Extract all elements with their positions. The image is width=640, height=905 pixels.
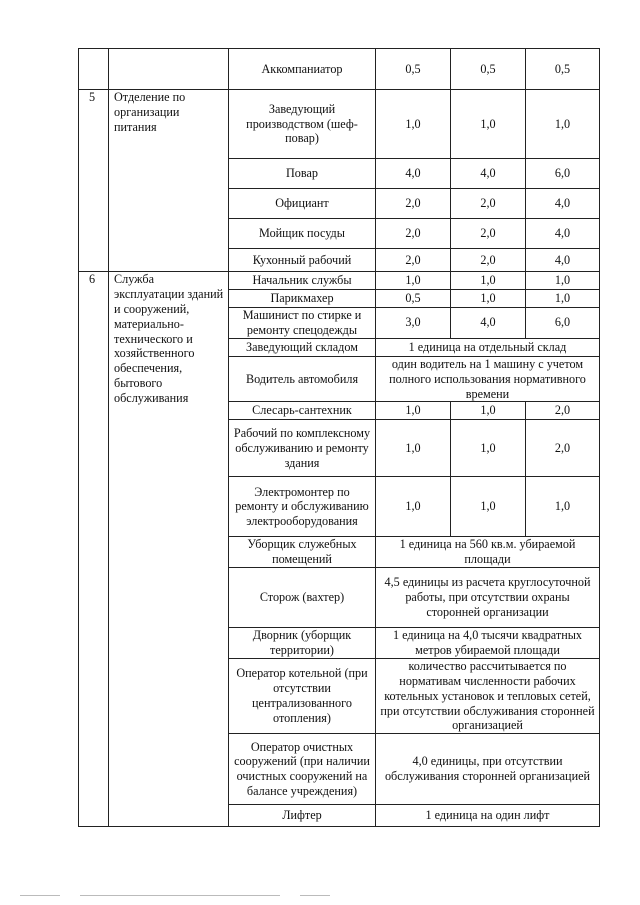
value-cell: 3,0	[376, 308, 451, 339]
value-cell: 6,0	[526, 159, 600, 189]
value-cell: 2,0	[376, 249, 451, 272]
value-cell: 6,0	[526, 308, 600, 339]
merged-norm-cell: 1 единица на 4,0 тысячи квадратных метров убираемой площади	[376, 628, 600, 659]
position-cell: Сторож (вахтер)	[229, 568, 376, 628]
position-cell: Уборщик служебных помещений	[229, 537, 376, 568]
value-cell: 1,0	[526, 477, 600, 537]
value-cell: 1,0	[451, 272, 526, 290]
row-number-cell: 5	[79, 90, 109, 272]
staffing-table-body	[79, 49, 600, 827]
value-cell: 2,0	[451, 189, 526, 219]
value-cell: 1,0	[526, 290, 600, 308]
merged-norm-cell: 4,5 единицы из расчета круглосуточной работы, при отсутствии охраны сторонней организации	[376, 568, 600, 628]
position-cell: Рабочий по комплексному обслуживанию и ремонту здания	[229, 420, 376, 477]
value-cell: 2,0	[451, 219, 526, 249]
position-cell: Заведующий производством (шеф-повар)	[229, 90, 376, 159]
value-cell: 2,0	[451, 249, 526, 272]
merged-norm-cell: 1 единица на 560 кв.м. убираемой площади	[376, 537, 600, 568]
merged-norm-cell: 1 единица на один лифт	[376, 805, 600, 827]
value-cell: 1,0	[451, 402, 526, 420]
value-cell: 1,0	[376, 477, 451, 537]
value-cell: 0,5	[526, 49, 600, 90]
value-cell: 1,0	[451, 420, 526, 477]
merged-norm-cell: 1 единица на отдельный склад	[376, 338, 600, 356]
value-cell: 1,0	[376, 420, 451, 477]
value-cell: 4,0	[526, 189, 600, 219]
position-cell: Дворник (уборщик территории)	[229, 628, 376, 659]
position-cell: Аккомпаниатор	[229, 49, 376, 90]
position-cell: Водитель автомобиля	[229, 356, 376, 402]
department-cell	[109, 49, 229, 90]
value-cell: 1,0	[376, 90, 451, 159]
value-cell: 0,5	[376, 290, 451, 308]
position-cell: Оператор котельной (при отсутствии централизованного отопления)	[229, 658, 376, 733]
value-cell: 4,0	[526, 219, 600, 249]
merged-norm-cell: количество рассчитывается по нормативам численности рабочих котельных установок и тепловых сетей, при отсутствии обслуживания сторонней организацией	[376, 658, 600, 733]
row-number-cell	[79, 49, 109, 90]
position-cell: Машинист по стирке и ремонту спецодежды	[229, 308, 376, 339]
position-cell: Оператор очистных сооружений (при наличии очистных сооружений на балансе учреждения)	[229, 734, 376, 805]
value-cell: 2,0	[526, 402, 600, 420]
position-cell: Повар	[229, 159, 376, 189]
position-cell: Электромонтер по ремонту и обслуживанию электрооборудования	[229, 477, 376, 537]
value-cell: 1,0	[376, 402, 451, 420]
value-cell: 1,0	[526, 90, 600, 159]
staffing-table	[78, 48, 600, 827]
row-number-cell: 6	[79, 272, 109, 827]
position-cell: Кухонный рабочий	[229, 249, 376, 272]
position-cell: Мойщик посуды	[229, 219, 376, 249]
value-cell: 0,5	[376, 49, 451, 90]
value-cell: 4,0	[376, 159, 451, 189]
department-cell: Служба эксплуатации зданий и сооружений, материально-технического и хозяйственного обеспечения, бытового обслуживания	[109, 272, 229, 827]
merged-norm-cell: 4,0 единицы, при отсутствии обслуживания сторонней организацией	[376, 734, 600, 805]
value-cell: 1,0	[451, 90, 526, 159]
position-cell: Начальник службы	[229, 272, 376, 290]
table-row	[79, 49, 600, 90]
value-cell: 2,0	[526, 420, 600, 477]
value-cell: 1,0	[451, 290, 526, 308]
position-cell: Лифтер	[229, 805, 376, 827]
value-cell: 1,0	[526, 272, 600, 290]
position-cell: Парикмахер	[229, 290, 376, 308]
value-cell: 2,0	[376, 219, 451, 249]
department-cell: Отделение по организации питания	[109, 90, 229, 272]
position-cell: Заведующий складом	[229, 338, 376, 356]
footer-line	[300, 895, 330, 896]
value-cell: 4,0	[451, 308, 526, 339]
merged-norm-cell: один водитель на 1 машину с учетом полного использования нормативного времени	[376, 356, 600, 402]
value-cell: 2,0	[376, 189, 451, 219]
position-cell: Официант	[229, 189, 376, 219]
value-cell: 1,0	[376, 272, 451, 290]
footer-line	[80, 895, 280, 896]
table-row	[79, 90, 600, 159]
value-cell: 1,0	[451, 477, 526, 537]
footer-line	[20, 895, 60, 896]
value-cell: 0,5	[451, 49, 526, 90]
table-row	[79, 272, 600, 290]
value-cell: 4,0	[526, 249, 600, 272]
value-cell: 4,0	[451, 159, 526, 189]
position-cell: Слесарь-сантехник	[229, 402, 376, 420]
